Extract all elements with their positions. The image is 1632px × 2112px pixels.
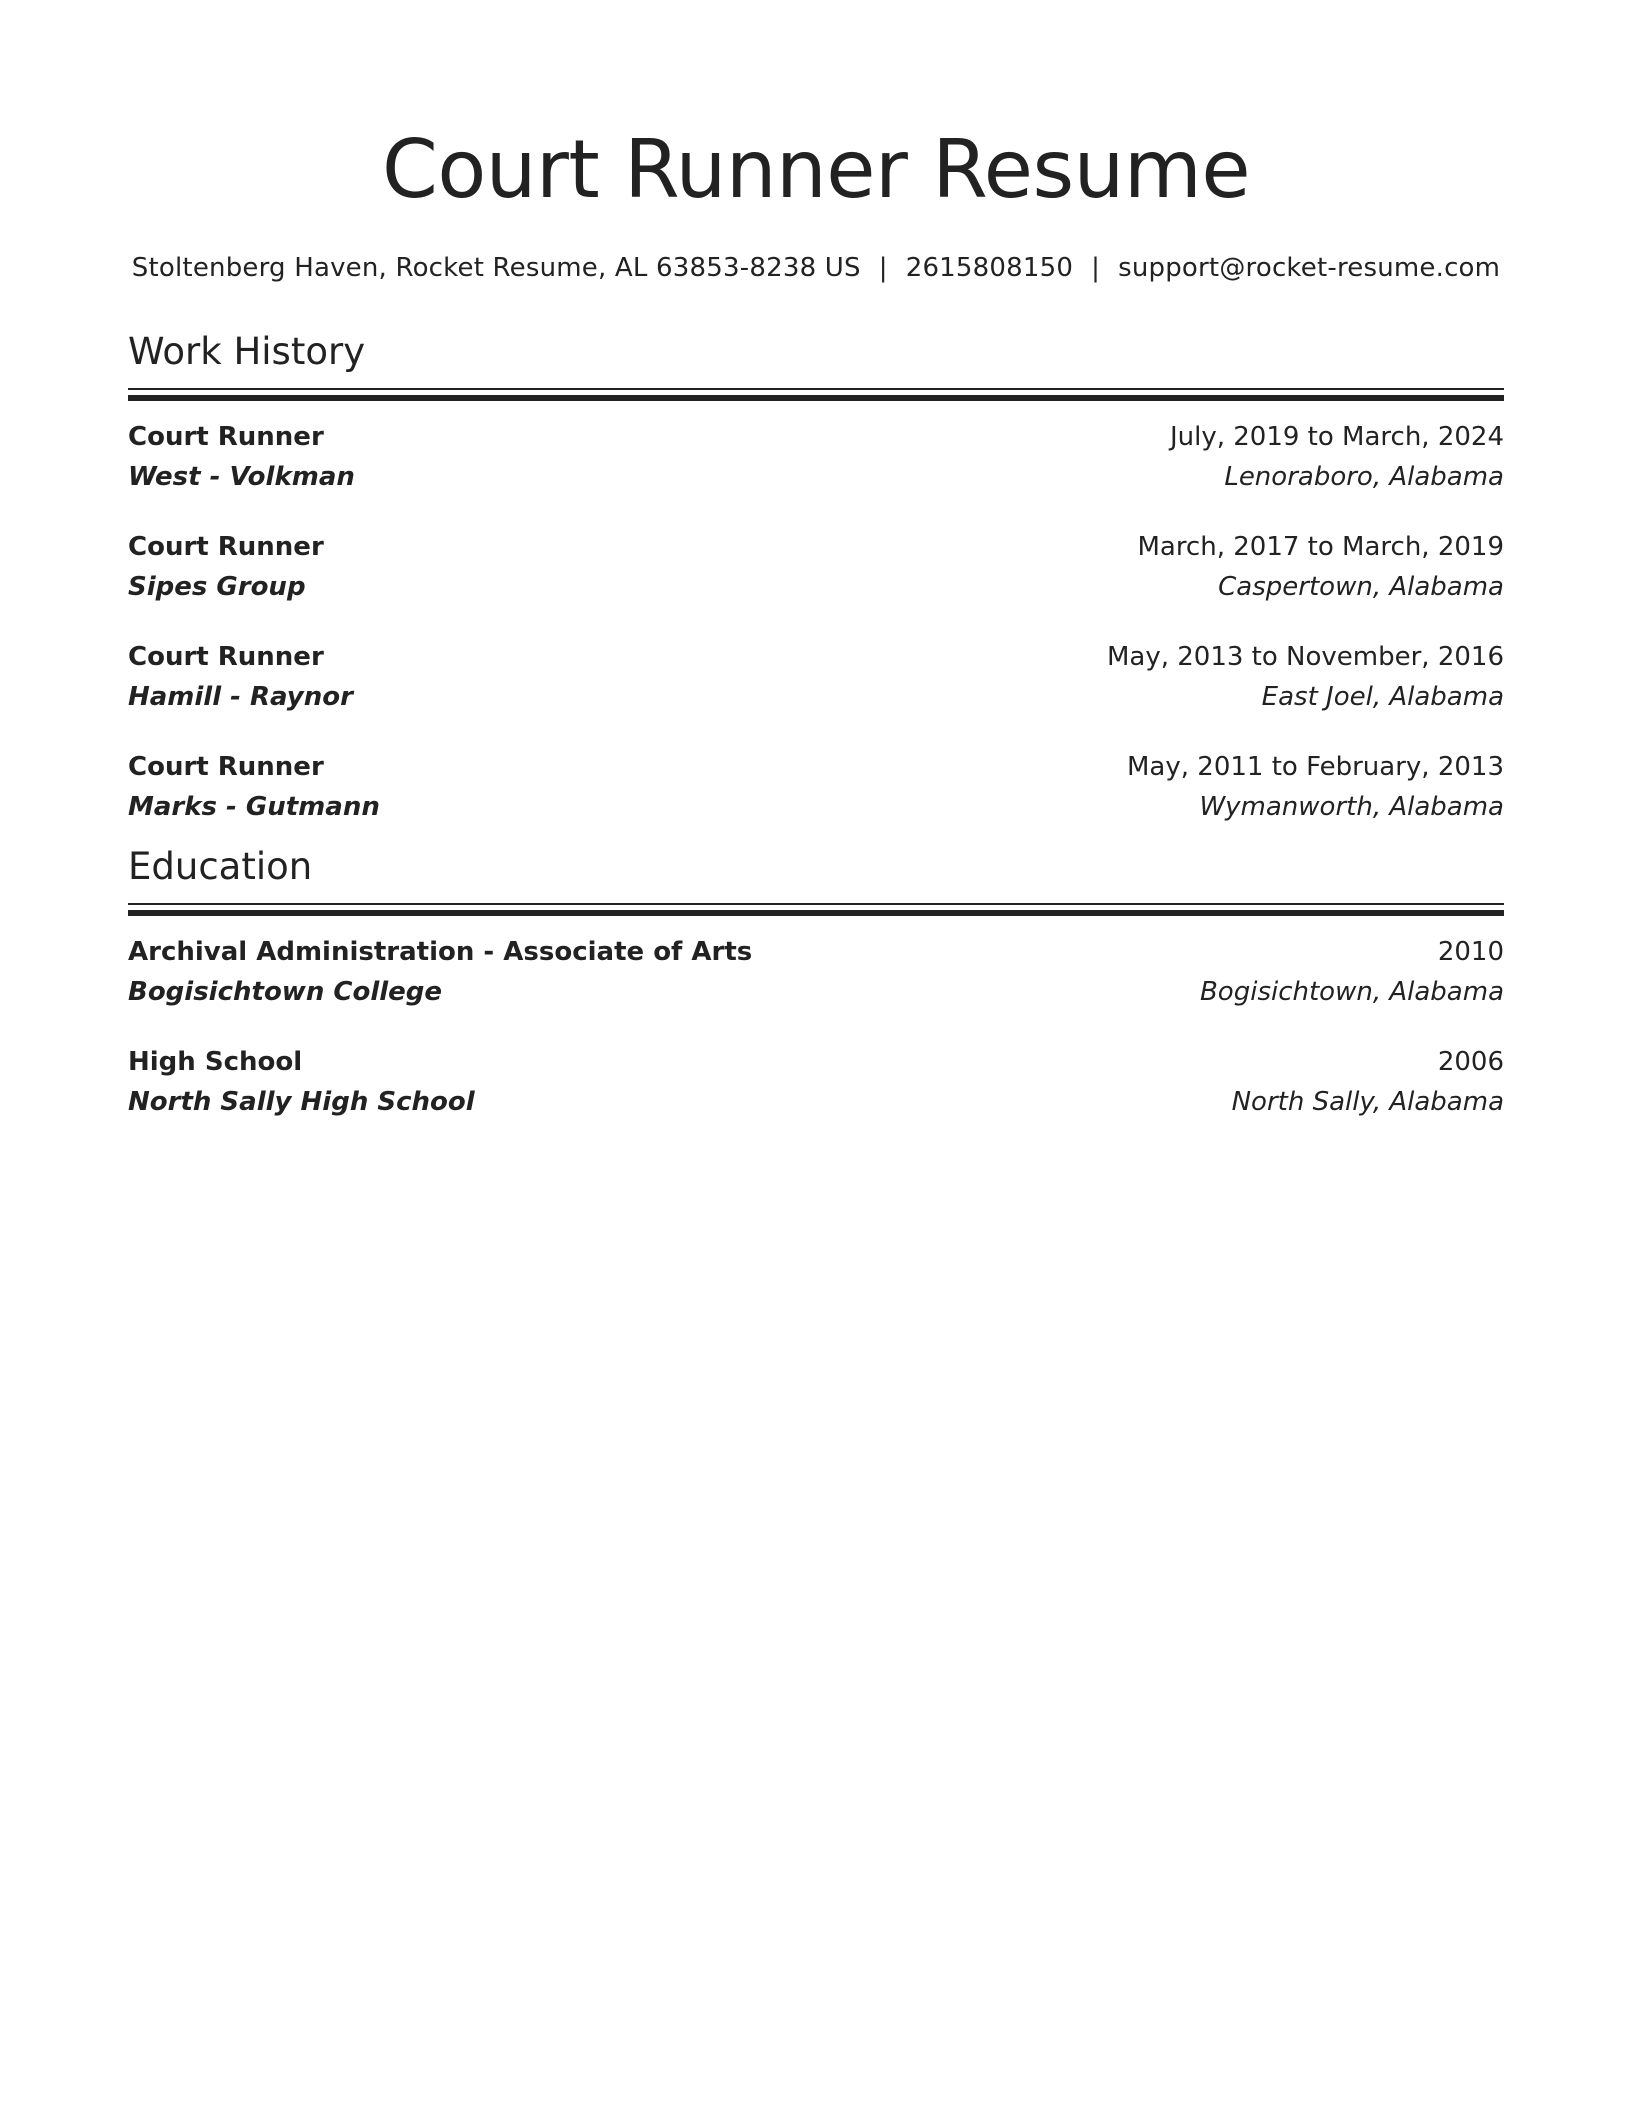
work-entry bbox=[128, 637, 1504, 717]
school-location: North Sally, Alabama bbox=[1231, 1087, 1504, 1117]
contact-address: Stoltenberg Haven, Rocket Resume, AL 63853-8238 US bbox=[131, 253, 861, 283]
school-name: Bogisichtown College bbox=[128, 977, 443, 1007]
job-dates: July, 2019 to March, 2024 bbox=[1169, 422, 1504, 452]
work-entry-bottom-row bbox=[128, 457, 1504, 497]
section-divider bbox=[128, 903, 1504, 916]
work-history-list bbox=[128, 417, 1504, 827]
company-name: Marks - Gutmann bbox=[128, 792, 380, 822]
education-list bbox=[128, 932, 1504, 1122]
graduation-year: 2010 bbox=[1437, 937, 1504, 967]
work-entry bbox=[128, 747, 1504, 827]
education-entry-bottom-row bbox=[128, 1082, 1504, 1122]
resume-title: Court Runner Resume bbox=[381, 123, 1251, 216]
job-location: Caspertown, Alabama bbox=[1218, 572, 1504, 602]
job-location: Lenoraboro, Alabama bbox=[1224, 462, 1504, 492]
section-divider bbox=[128, 388, 1504, 401]
work-entry-top-row bbox=[128, 747, 1504, 787]
work-entry bbox=[128, 417, 1504, 497]
job-dates: March, 2017 to March, 2019 bbox=[1137, 532, 1504, 562]
job-title: Court Runner bbox=[128, 532, 324, 562]
section-heading-work-history: Work History bbox=[128, 330, 366, 373]
job-title: Court Runner bbox=[128, 642, 324, 672]
job-location: Wymanworth, Alabama bbox=[1199, 792, 1504, 822]
education-entry bbox=[128, 1042, 1504, 1122]
education-entry bbox=[128, 932, 1504, 1012]
job-title: Court Runner bbox=[128, 422, 324, 452]
job-title: Court Runner bbox=[128, 752, 324, 782]
job-location: East Joel, Alabama bbox=[1261, 682, 1504, 712]
company-name: Sipes Group bbox=[128, 572, 306, 602]
contact-line bbox=[128, 250, 1504, 286]
contact-phone: 2615808150 bbox=[905, 253, 1074, 283]
contact-separator: | bbox=[878, 253, 888, 283]
work-entry-bottom-row bbox=[128, 787, 1504, 827]
education-entry-top-row bbox=[128, 1042, 1504, 1082]
job-dates: May, 2013 to November, 2016 bbox=[1106, 642, 1504, 672]
education-entry-top-row bbox=[128, 932, 1504, 972]
section-heading-education: Education bbox=[128, 845, 313, 888]
education-entry-bottom-row bbox=[128, 972, 1504, 1012]
graduation-year: 2006 bbox=[1437, 1047, 1504, 1077]
education-section bbox=[128, 843, 1504, 1122]
work-entry-bottom-row bbox=[128, 677, 1504, 717]
degree: High School bbox=[128, 1047, 303, 1077]
resume-page bbox=[128, 0, 1504, 1122]
school-name: North Sally High School bbox=[128, 1087, 475, 1117]
company-name: Hamill - Raynor bbox=[128, 682, 353, 712]
degree: Archival Administration - Associate of Arts bbox=[128, 937, 753, 967]
work-entry-bottom-row bbox=[128, 567, 1504, 607]
school-location: Bogisichtown, Alabama bbox=[1199, 977, 1504, 1007]
work-entry-top-row bbox=[128, 637, 1504, 677]
company-name: West - Volkman bbox=[128, 462, 355, 492]
work-entry-top-row bbox=[128, 417, 1504, 457]
contact-separator: | bbox=[1091, 253, 1101, 283]
work-history-section bbox=[128, 328, 1504, 827]
contact-email: support@rocket-resume.com bbox=[1118, 253, 1501, 283]
work-entry-top-row bbox=[128, 527, 1504, 567]
work-entry bbox=[128, 527, 1504, 607]
job-dates: May, 2011 to February, 2013 bbox=[1127, 752, 1504, 782]
